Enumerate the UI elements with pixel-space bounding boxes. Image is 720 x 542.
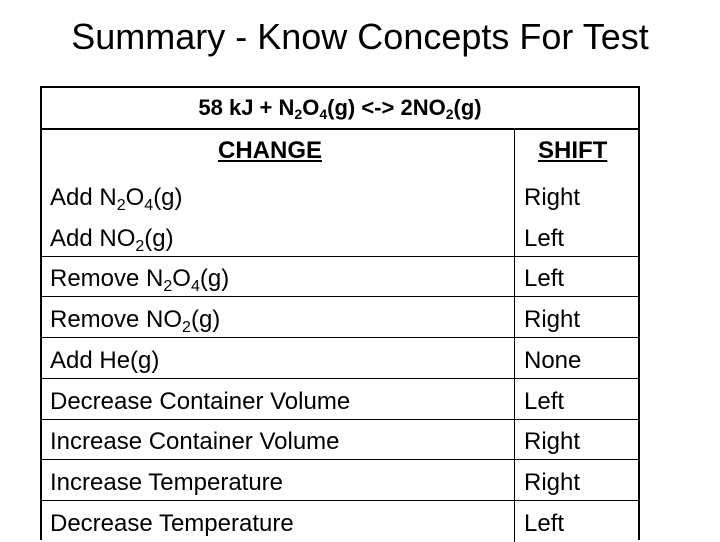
row-divider — [42, 459, 638, 460]
row-divider — [42, 500, 638, 501]
shift-cell: Left — [524, 509, 565, 537]
column-divider — [514, 130, 515, 542]
subscript: 2 — [445, 106, 454, 122]
row-divider — [42, 256, 638, 257]
row-divider — [42, 337, 638, 338]
shift-cell: Right — [524, 306, 581, 334]
reaction-equation: 58 kJ + $N_2O_4(g)$ <-> $2NO_2(g)$ — [42, 88, 638, 130]
page-title: Summary - Know Concepts For Test — [71, 16, 649, 57]
row-divider — [42, 296, 638, 297]
subscript: 4 — [190, 278, 200, 296]
change-cell: Remove $N_2O_4(g)$ — [50, 265, 230, 296]
change-cell: Decrease Temperature — [50, 509, 294, 537]
subscript: 2 — [116, 197, 126, 214]
subscript: 4 — [319, 106, 328, 122]
column-header-shift: SHIFT — [538, 137, 608, 164]
equilibrium-shift-table — [40, 86, 640, 540]
row-divider — [42, 378, 638, 379]
shift-cell: Right — [524, 428, 581, 456]
column-header-change: CHANGE — [218, 137, 323, 164]
change-cell: Remove $NO_2(g)$ — [50, 306, 221, 337]
change-cell: Increase Temperature — [50, 468, 284, 496]
row-divider — [42, 419, 638, 420]
subscript: 2 — [294, 106, 303, 122]
subscript: 2 — [135, 237, 145, 255]
subscript: 4 — [144, 197, 154, 214]
shift-cell: Right — [524, 468, 581, 496]
shift-cell: Right — [524, 184, 581, 211]
shift-cell: Left — [524, 387, 565, 415]
shift-cell: Left — [524, 265, 565, 293]
change-cell: Add $NO_2(g)$ — [50, 224, 174, 255]
subscript: 2 — [182, 319, 191, 337]
change-cell: Decrease Container Volume — [50, 387, 351, 415]
change-cell: Increase Container Volume — [50, 428, 340, 456]
shift-cell: None — [524, 346, 582, 374]
change-cell: Add $N_2O_4(g)$ — [50, 184, 183, 214]
change-cell: Add He(g) — [50, 346, 160, 374]
subscript: 2 — [163, 278, 173, 296]
shift-cell: Left — [524, 224, 565, 252]
